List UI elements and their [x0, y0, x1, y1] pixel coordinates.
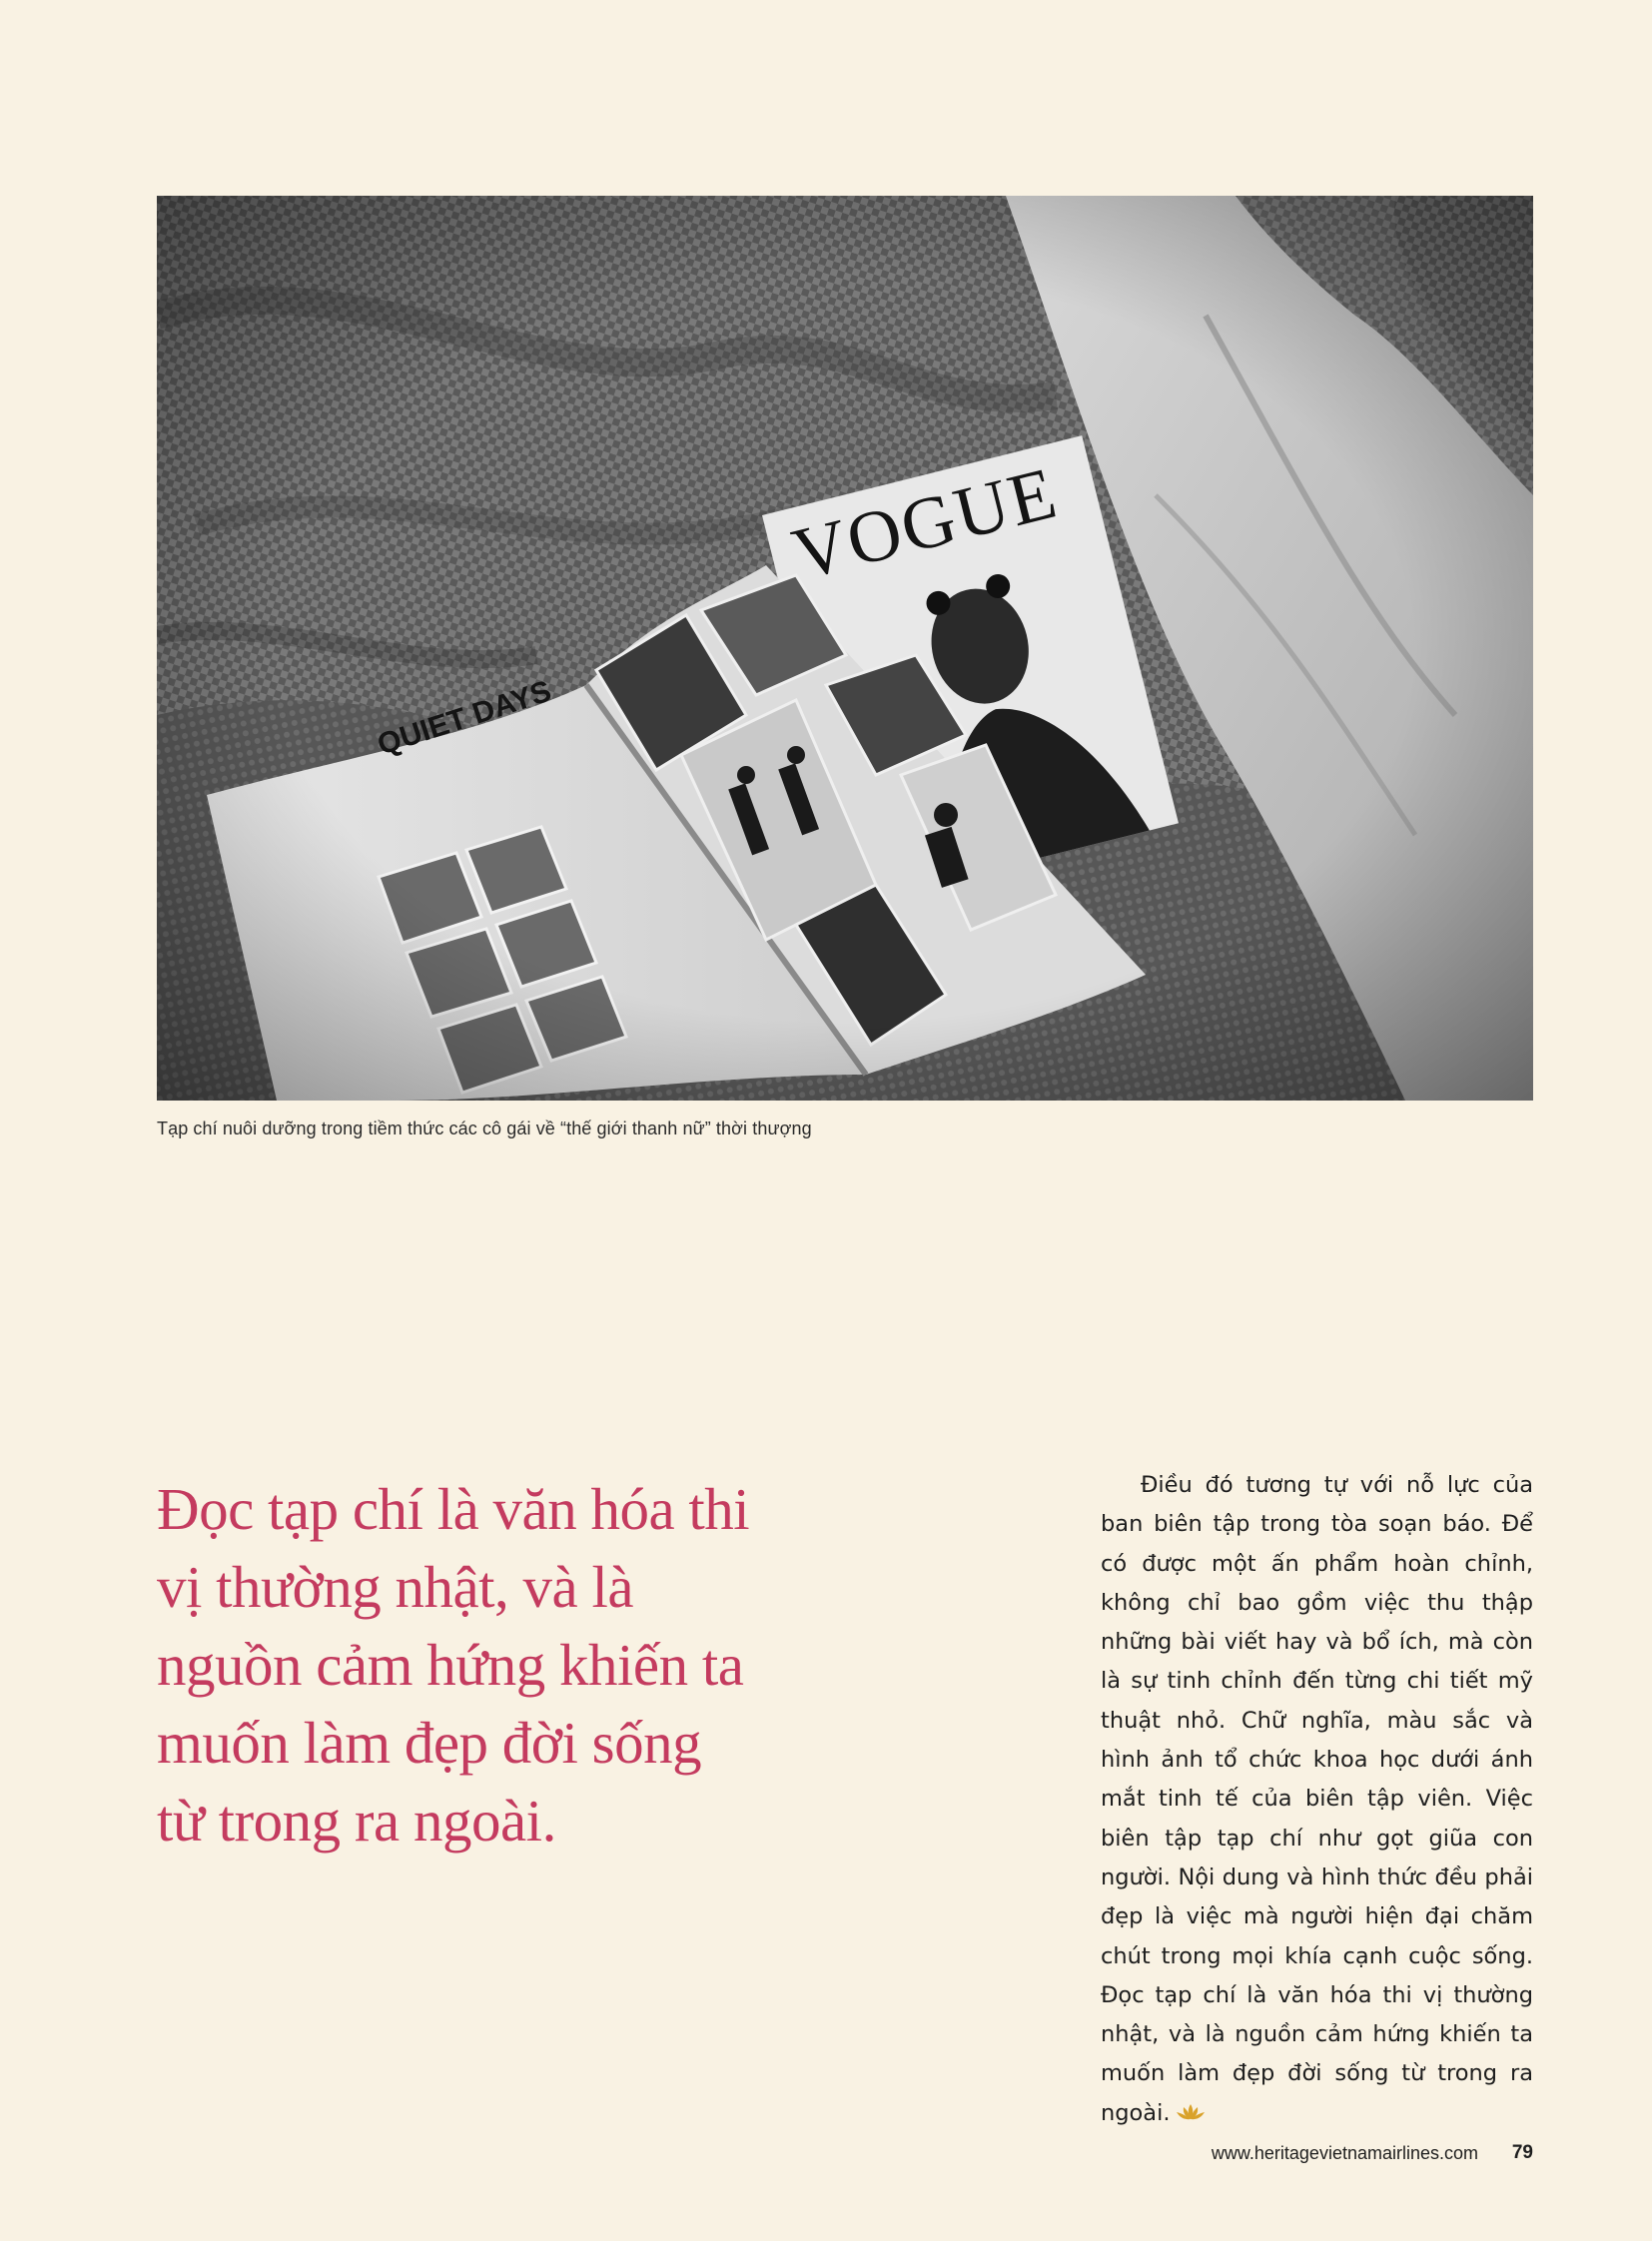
article-body-text: Điều đó tương tự với nỗ lực của ban biên tập trong tòa soạn báo. Để có được một ấn phẩm hoàn chỉnh, không chỉ bao gồm việc thu thập những bài viết hay và bổ ích, mà còn là sự tinh chỉnh đến từng chi tiết mỹ thuật nhỏ. Chữ nghĩa, màu sắc và hình ảnh tổ chức khoa học dưới ánh mắt tinh tế của biên tập viên. Việc biên tập tạp chí như gọt giũa con người. Nội dung và hình thức đều phải đẹp là việc mà người hiện đại chăm chút trong mọi khía cạnh cuộc sống. Đọc tạp chí là văn hóa thi vị thường nhật, và là nguồn cảm hứng khiến ta muốn làm đẹp đời sống từ trong ra ngoài. [1101, 1472, 1533, 2126]
page-number: 79 [1511, 2142, 1533, 2163]
photo-caption: Tạp chí nuôi dưỡng trong tiềm thức các cô gái về “thế giới thanh nữ” thời thượng [157, 1119, 812, 1138]
lotus-icon [1175, 2102, 1207, 2122]
magazines-on-bed-photo [157, 196, 1533, 1101]
pull-quote: Đọc tạp chí là văn hóa thi vị thường nhật, và là nguồn cảm hứng khiến ta muốn làm đẹp đời sống từ trong ra ngoài. [157, 1476, 750, 1854]
footer-url[interactable]: www.heritagevietnamairlines.com [1211, 2143, 1478, 2163]
article-body [1101, 1466, 1533, 2133]
